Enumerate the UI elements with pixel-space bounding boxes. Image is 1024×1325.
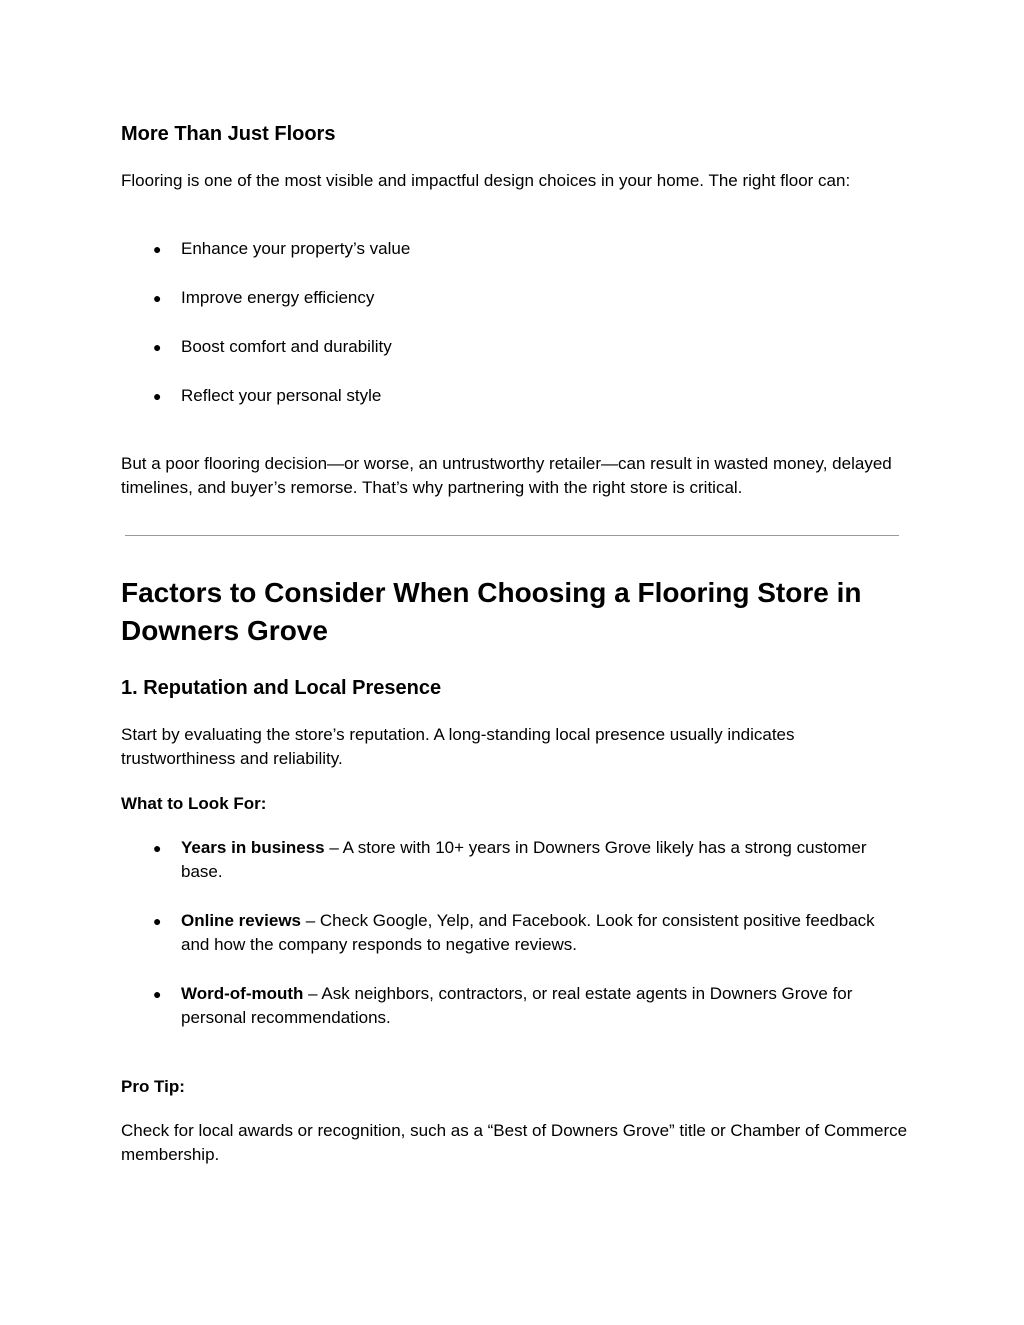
list-item-text: Enhance your property’s value [181, 239, 411, 258]
page-title: Factors to Consider When Choosing a Flooring Store in Downers Grove [121, 577, 862, 646]
list-item-description: – A store with 10+ years in Downers Grove likely has a strong customer base. [181, 838, 867, 881]
closing-paragraph: But a poor flooring decision—or worse, an untrustworthy retailer—can result in wasted money, delayed timelines, and buyer’s remorse. That’s why partnering with the right store is critical. [121, 454, 892, 497]
list-item-text [181, 982, 881, 1030]
list-item-text: Boost comfort and durability [181, 337, 392, 356]
list-item-term: Word-of-mouth [181, 984, 304, 1003]
pro-tip-label: Pro Tip: [121, 1077, 185, 1096]
what-to-look-for-label: What to Look For: [121, 794, 267, 813]
bullet-icon: ● [153, 339, 162, 355]
list-item-text: Improve energy efficiency [181, 288, 375, 307]
list-item-text [181, 836, 881, 884]
pro-tip-paragraph: Check for local awards or recognition, such as a “Best of Downers Grove” title or Chamber of Commerce membership. [121, 1121, 908, 1164]
bullet-icon: ● [153, 913, 162, 929]
bullet-icon: ● [153, 388, 162, 404]
list-item-text [181, 909, 881, 957]
list-item-term: Online reviews [181, 911, 301, 930]
intro-paragraph: Flooring is one of the most visible and impactful design choices in your home. The right floor can: [121, 171, 851, 190]
list-item-description: – Check Google, Yelp, and Facebook. Look for consistent positive feedback and how the company responds to negative reviews. [181, 911, 875, 954]
list-item-text: Reflect your personal style [181, 386, 382, 405]
bullet-icon: ● [153, 986, 162, 1002]
bullet-icon: ● [153, 290, 162, 306]
list-item-term: Years in business [181, 838, 325, 857]
reputation-intro-paragraph: Start by evaluating the store’s reputation. A long-standing local presence usually indicates trustworthiness and reliability. [121, 725, 795, 768]
horizontal-divider [125, 535, 899, 536]
list-item-description: – Ask neighbors, contractors, or real estate agents in Downers Grove for personal recommendations. [181, 984, 853, 1027]
subsection-heading-reputation: 1. Reputation and Local Presence [121, 677, 442, 699]
section-heading-more-than-floors: More Than Just Floors [121, 123, 336, 145]
bullet-icon: ● [153, 241, 162, 257]
bullet-icon: ● [153, 840, 162, 856]
